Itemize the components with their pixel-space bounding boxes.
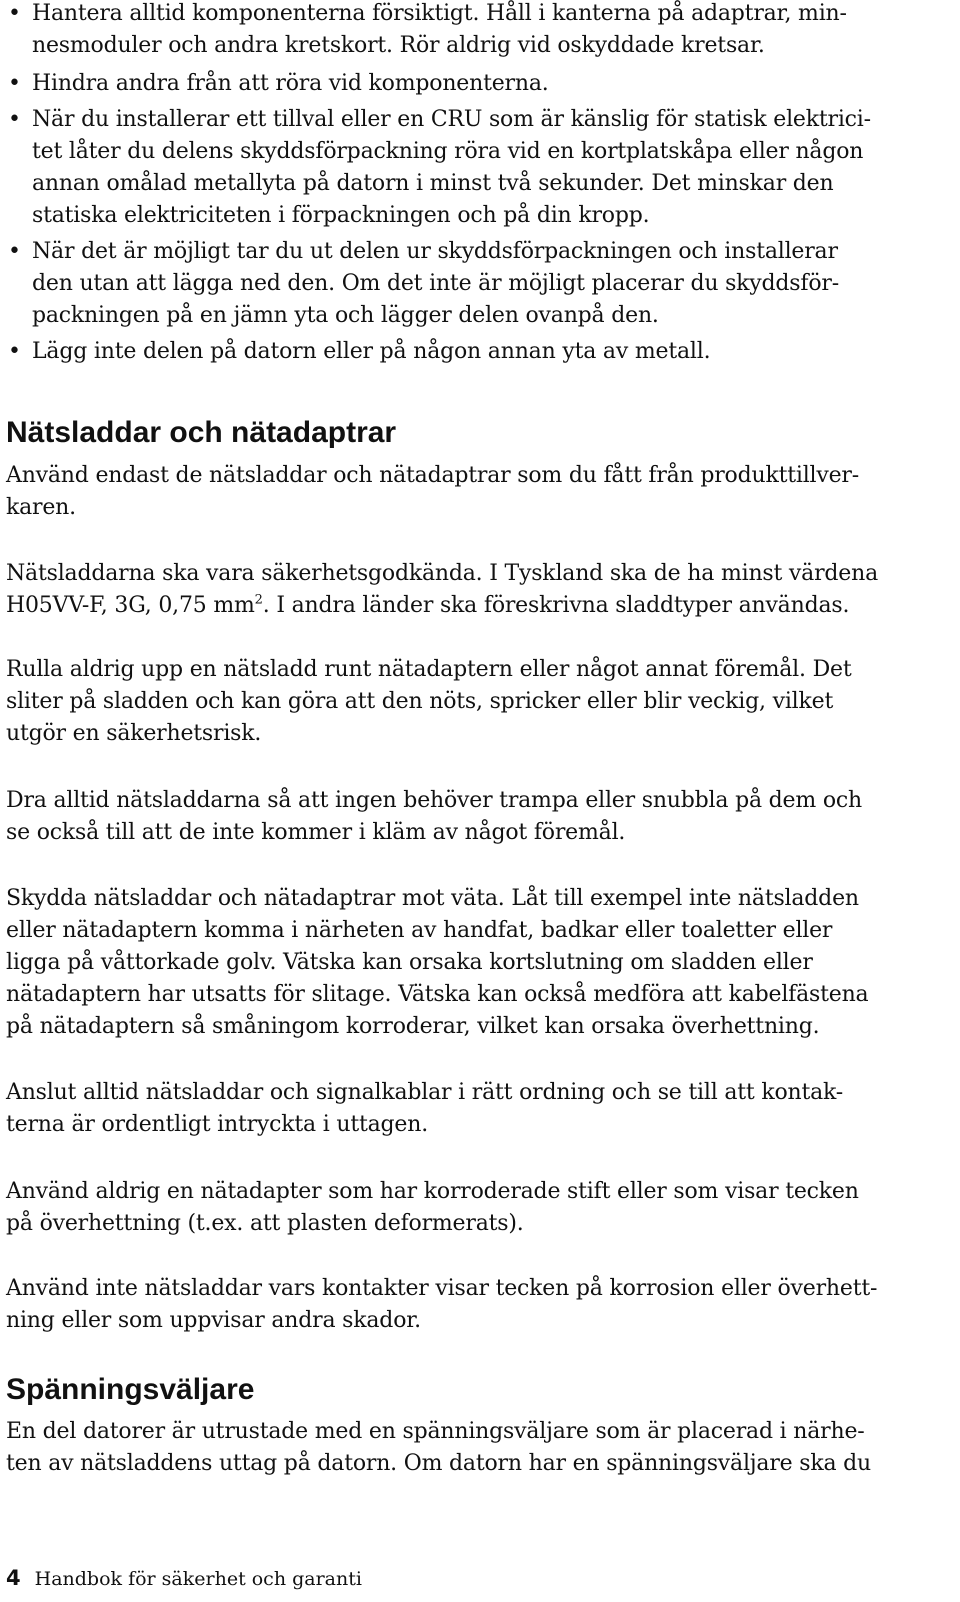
paragraph: En del datorer är utrustade med en spänningsväljare som är placerad i närhe- ten av nätsladdens uttag på datorn. Om datorn har en spänningsväljare ska du (6, 1419, 872, 1476)
section-body (6, 883, 946, 1043)
list-item (6, 0, 946, 62)
footer-title: Handbok för säkerhet och garanti (34, 1568, 362, 1590)
section-body (6, 654, 946, 750)
section-body (6, 785, 946, 849)
section-body (6, 1416, 946, 1480)
bullet-icon: • (8, 339, 21, 364)
superscript: 2 (254, 592, 263, 608)
section-heading: Spänningsväljare (6, 1373, 255, 1406)
paragraph: Skydda nätsladdar och nätadaptrar mot väta. Låt till exempel inte nätsladden eller nätadaptern komma i närheten av handfat, badkar eller toaletter eller ligga på våttorkade golv. Vätska kan orsaka kortslutning om sladden eller nätadaptern har utsatts för slitage. Vätska kan också medföra att kabelfästena på nätadaptern så småningom korroderar, vilket kan orsaka överhettning. (6, 886, 869, 1039)
section-body (6, 1077, 946, 1141)
list-item-line: Lägg inte delen på datorn eller på någon annan yta av metall. (32, 339, 711, 364)
list-item-line: statiska elektriciteten i förpackningen och på din kropp. (32, 203, 650, 228)
bullet-icon: • (8, 107, 21, 132)
list-item (6, 336, 946, 368)
section-body (6, 1273, 946, 1337)
list-item (6, 236, 946, 332)
paragraph: Rulla aldrig upp en nätsladd runt nätadaptern eller något annat föremål. Det sliter på sladden och kan göra att den nöts, spricker eller blir veckig, vilket utgör en säkerhetsrisk. (6, 657, 852, 746)
bullet-icon: • (8, 71, 21, 96)
handling-bullet-list (6, 0, 946, 372)
list-item-line: När det är möjligt tar du ut delen ur skyddsförpackningen och installerar (32, 239, 838, 264)
paragraph: Nätsladdarna ska vara säkerhetsgodkända. I Tyskland ska de ha minst värdena H05VV-F, 3G, 0,75 $mm^2$. I andra länder ska föreskrivna sladdtyper användas. (6, 561, 878, 618)
list-item (6, 68, 946, 100)
bullet-icon: • (8, 239, 21, 264)
list-item (6, 104, 946, 232)
list-item-line: När du installerar ett tillval eller en CRU som är känslig för statisk elektrici- (32, 107, 871, 132)
section-body (6, 1176, 946, 1240)
paragraph: Använd endast de nätsladdar och nätadaptrar som du fått från produkttillver- karen. (6, 463, 859, 520)
list-item-line: nesmoduler och andra kretskort. Rör aldrig vid oskyddade kretsar. (32, 33, 765, 58)
list-item-line: annan omålad metallyta på datorn i minst två sekunder. Det minskar den (32, 171, 834, 196)
list-item-line: Hantera alltid komponenterna försiktigt. Håll i kanterna på adaptrar, min- (32, 1, 847, 26)
section-body (6, 558, 946, 622)
bullet-icon: • (8, 1, 21, 26)
list-item-line: tet låter du delens skyddsförpackning röra vid en kortplatskåpa eller någon (32, 139, 864, 164)
list-item-line: packningen på en jämn yta och lägger delen ovanpå den. (32, 303, 659, 328)
section-body (6, 460, 946, 524)
paragraph: Dra alltid nätsladdarna så att ingen behöver trampa eller snubbla på dem och se också till att de inte kommer i kläm av något föremål. (6, 788, 862, 845)
paragraph: Anslut alltid nätsladdar och signalkablar i rätt ordning och se till att kontak- terna är ordentligt intryckta i uttagen. (6, 1080, 844, 1137)
paragraph: Använd inte nätsladdar vars kontakter visar tecken på korrosion eller överhett- ning eller som uppvisar andra skador. (6, 1276, 878, 1333)
paragraph: Använd aldrig en nätadapter som har korroderade stift eller som visar tecken på överhettning (t.ex. att plasten deformerats). (6, 1179, 859, 1236)
list-item-line: Hindra andra från att röra vid komponenterna. (32, 71, 549, 96)
page-footer (6, 1566, 362, 1591)
section-heading: Nätsladdar och nätadaptrar (6, 416, 397, 449)
page-number: 4 (6, 1566, 21, 1590)
list-item-line: den utan att lägga ned den. Om det inte är möjligt placerar du skyddsför- (32, 271, 839, 296)
